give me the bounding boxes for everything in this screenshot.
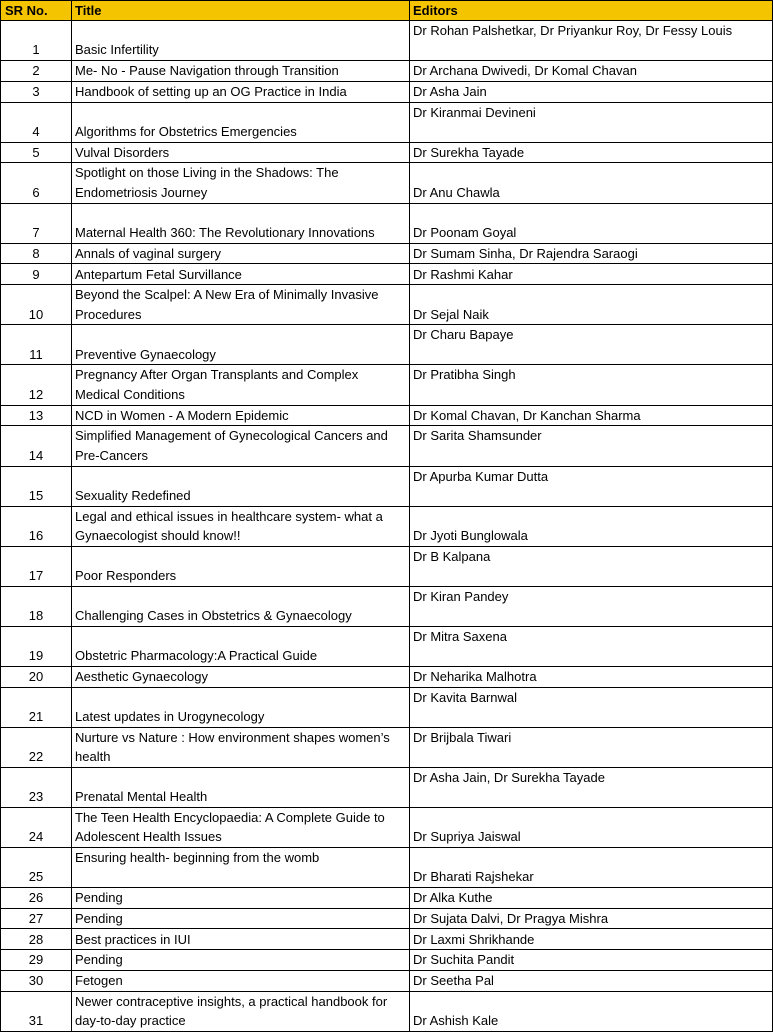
row-sr-no: 11: [1, 325, 72, 365]
row-sr-no: 4: [1, 102, 72, 142]
row-title: Vulval Disorders: [72, 142, 410, 163]
row-sr-no: 26: [1, 887, 72, 908]
table-row: [1, 21, 773, 61]
row-editors: Dr Apurba Kumar Dutta: [410, 466, 773, 506]
row-editors: Dr Sumam Sinha, Dr Rajendra Saraogi: [410, 243, 773, 264]
row-sr-no: 21: [1, 687, 72, 727]
row-title: Aesthetic Gynaecology: [72, 666, 410, 687]
row-editors: Dr Asha Jain, Dr Surekha Tayade: [410, 767, 773, 807]
row-title: Beyond the Scalpel: A New Era of Minimally Invasive Procedures: [72, 285, 410, 325]
table-row: [1, 586, 773, 626]
table-row: [1, 929, 773, 950]
row-sr-no: 8: [1, 243, 72, 264]
row-sr-no: 30: [1, 971, 72, 992]
row-editors: Dr Laxmi Shrikhande: [410, 929, 773, 950]
header-title: Title: [72, 1, 410, 21]
row-title: Challenging Cases in Obstetrics & Gynaecology: [72, 586, 410, 626]
row-editors: Dr Pratibha Singh: [410, 365, 773, 405]
table-row: [1, 81, 773, 102]
row-sr-no: 2: [1, 61, 72, 82]
row-sr-no: 1: [1, 21, 72, 61]
table-row: [1, 102, 773, 142]
row-title: Sexuality Redefined: [72, 466, 410, 506]
header-row: [1, 1, 773, 21]
row-editors: Dr Jyoti Bunglowala: [410, 506, 773, 546]
row-title: Maternal Health 360: The Revolutionary Innovations: [72, 203, 410, 243]
header-editors: Editors: [410, 1, 773, 21]
row-title: Pending: [72, 950, 410, 971]
row-editors: Dr Poonam Goyal: [410, 203, 773, 243]
row-sr-no: 24: [1, 807, 72, 847]
row-editors: Dr B Kalpana: [410, 546, 773, 586]
row-editors: Dr Charu Bapaye: [410, 325, 773, 365]
row-title: Best practices in IUI: [72, 929, 410, 950]
row-editors: Dr Anu Chawla: [410, 163, 773, 203]
row-sr-no: 5: [1, 142, 72, 163]
row-sr-no: 12: [1, 365, 72, 405]
row-sr-no: 25: [1, 847, 72, 887]
table-row: [1, 687, 773, 727]
row-editors: Dr Brijbala Tiwari: [410, 727, 773, 767]
row-sr-no: 13: [1, 405, 72, 426]
row-editors: Dr Bharati Rajshekar: [410, 847, 773, 887]
row-title: Latest updates in Urogynecology: [72, 687, 410, 727]
row-editors: Dr Alka Kuthe: [410, 887, 773, 908]
row-sr-no: 27: [1, 908, 72, 929]
row-sr-no: 22: [1, 727, 72, 767]
table-body: [1, 21, 773, 1032]
row-title: Pending: [72, 887, 410, 908]
table-row: [1, 405, 773, 426]
row-title: Basic Infertility: [72, 21, 410, 61]
row-editors: Dr Suchita Pandit: [410, 950, 773, 971]
table-row: [1, 727, 773, 767]
row-editors: Dr Ashish Kale: [410, 991, 773, 1031]
row-sr-no: 17: [1, 546, 72, 586]
row-title: Nurture vs Nature : How environment shapes women’s health: [72, 727, 410, 767]
row-editors: Dr Sejal Naik: [410, 285, 773, 325]
row-editors: Dr Neharika Malhotra: [410, 666, 773, 687]
table-row: [1, 767, 773, 807]
row-sr-no: 31: [1, 991, 72, 1031]
row-title: The Teen Health Encyclopaedia: A Complete Guide to Adolescent Health Issues: [72, 807, 410, 847]
row-sr-no: 15: [1, 466, 72, 506]
row-editors: Dr Mitra Saxena: [410, 626, 773, 666]
row-sr-no: 20: [1, 666, 72, 687]
row-title: NCD in Women - A Modern Epidemic: [72, 405, 410, 426]
row-editors: Dr Kiranmai Devineni: [410, 102, 773, 142]
row-editors: Dr Seetha Pal: [410, 971, 773, 992]
row-title: Simplified Management of Gynecological Cancers and Pre-Cancers: [72, 426, 410, 466]
table-row: [1, 426, 773, 466]
table-row: [1, 666, 773, 687]
row-editors: Dr Kiran Pandey: [410, 586, 773, 626]
row-sr-no: 28: [1, 929, 72, 950]
table-row: [1, 971, 773, 992]
row-title: Preventive Gynaecology: [72, 325, 410, 365]
row-title: Fetogen: [72, 971, 410, 992]
table-row: [1, 243, 773, 264]
table-row: [1, 626, 773, 666]
row-sr-no: 7: [1, 203, 72, 243]
row-editors: Dr Kavita Barnwal: [410, 687, 773, 727]
table-row: [1, 847, 773, 887]
table-row: [1, 991, 773, 1031]
row-title: Pending: [72, 908, 410, 929]
row-editors: Dr Komal Chavan, Dr Kanchan Sharma: [410, 405, 773, 426]
table-row: [1, 950, 773, 971]
row-title: Poor Responders: [72, 546, 410, 586]
row-title: Handbook of setting up an OG Practice in India: [72, 81, 410, 102]
row-title: Legal and ethical issues in healthcare system- what a Gynaecologist should know!!: [72, 506, 410, 546]
row-editors: Dr Sujata Dalvi, Dr Pragya Mishra: [410, 908, 773, 929]
row-sr-no: 18: [1, 586, 72, 626]
row-sr-no: 14: [1, 426, 72, 466]
row-sr-no: 19: [1, 626, 72, 666]
table-row: [1, 264, 773, 285]
row-sr-no: 29: [1, 950, 72, 971]
row-title: Spotlight on those Living in the Shadows: The Endometriosis Journey: [72, 163, 410, 203]
row-title: Obstetric Pharmacology:A Practical Guide: [72, 626, 410, 666]
row-sr-no: 9: [1, 264, 72, 285]
row-title: Annals of vaginal surgery: [72, 243, 410, 264]
row-sr-no: 3: [1, 81, 72, 102]
table-row: [1, 203, 773, 243]
table-row: [1, 546, 773, 586]
row-title: Prenatal Mental Health: [72, 767, 410, 807]
row-title: Ensuring health- beginning from the womb: [72, 847, 410, 887]
row-title: Me- No - Pause Navigation through Transition: [72, 61, 410, 82]
table-row: [1, 466, 773, 506]
row-editors: Dr Rohan Palshetkar, Dr Priyankur Roy, Dr Fessy Louis: [410, 21, 773, 61]
table-row: [1, 506, 773, 546]
row-sr-no: 23: [1, 767, 72, 807]
row-editors: Dr Rashmi Kahar: [410, 264, 773, 285]
table-row: [1, 61, 773, 82]
row-title: Pregnancy After Organ Transplants and Complex Medical Conditions: [72, 365, 410, 405]
row-editors: Dr Sarita Shamsunder: [410, 426, 773, 466]
header-sr-no: SR No.: [1, 1, 72, 21]
row-title: Antepartum Fetal Survillance: [72, 264, 410, 285]
table-row: [1, 365, 773, 405]
table-row: [1, 887, 773, 908]
row-title: Newer contraceptive insights, a practical handbook for day-to-day practice: [72, 991, 410, 1031]
row-title: Algorithms for Obstetrics Emergencies: [72, 102, 410, 142]
table-row: [1, 325, 773, 365]
row-sr-no: 6: [1, 163, 72, 203]
row-editors: Dr Surekha Tayade: [410, 142, 773, 163]
table-row: [1, 285, 773, 325]
table-row: [1, 142, 773, 163]
table-row: [1, 908, 773, 929]
row-editors: Dr Supriya Jaiswal: [410, 807, 773, 847]
row-editors: Dr Asha Jain: [410, 81, 773, 102]
row-sr-no: 16: [1, 506, 72, 546]
table-row: [1, 807, 773, 847]
row-sr-no: 10: [1, 285, 72, 325]
table-row: [1, 163, 773, 203]
row-editors: Dr Archana Dwivedi, Dr Komal Chavan: [410, 61, 773, 82]
